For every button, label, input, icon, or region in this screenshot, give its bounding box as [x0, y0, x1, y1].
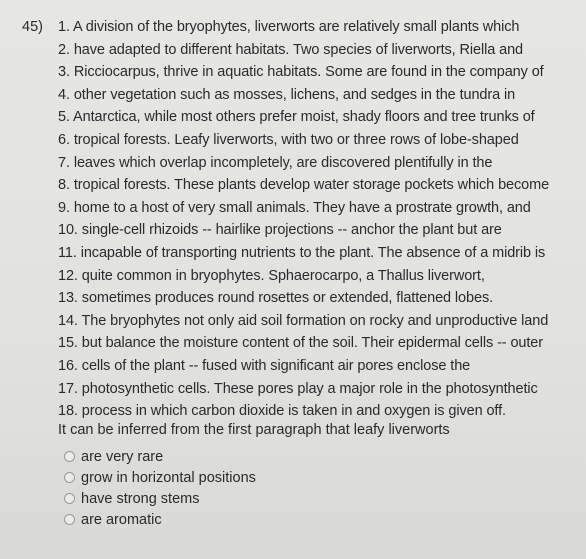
answer-option[interactable]: [64, 467, 256, 488]
line-number: 2.: [58, 41, 70, 58]
option-label: have strong stems: [81, 490, 200, 507]
line-text: have adapted to different habitats. Two species of liverworts, Riella and: [73, 41, 524, 58]
answer-options: [64, 446, 256, 530]
line-text: Ricciocarpus, thrive in aquatic habitats. Some are found in the company of: [73, 64, 544, 81]
line-number: 5.: [58, 109, 70, 126]
question-number: 45): [22, 19, 43, 35]
line-number: 6.: [58, 131, 70, 148]
passage-line: [58, 16, 580, 39]
line-text: The bryophytes not only aid soil formation on rocky and unproductive land: [81, 312, 549, 329]
passage-line: [58, 152, 580, 175]
line-text: but balance the moisture content of the soil. Their epidermal cells -- outer: [81, 335, 544, 352]
line-number: 8.: [58, 177, 70, 194]
line-number: 3.: [58, 64, 70, 81]
line-number: 13.: [58, 290, 78, 307]
radio-button-icon[interactable]: [64, 472, 75, 483]
radio-button-icon[interactable]: [64, 493, 75, 504]
line-number: 9.: [58, 199, 70, 216]
answer-option[interactable]: [64, 509, 256, 530]
line-number: 11.: [58, 244, 77, 261]
passage-line: [58, 310, 580, 333]
option-label: are aromatic: [81, 511, 162, 528]
passage-line: [58, 332, 580, 355]
passage-line: [58, 197, 580, 220]
line-text: sometimes produces round rosettes or extended, flattened lobes.: [81, 290, 494, 307]
line-text: incapable of transporting nutrients to the plant. The absence of a midrib is: [80, 244, 546, 261]
answer-option[interactable]: [64, 488, 256, 509]
line-number: 15.: [58, 335, 78, 352]
line-text: other vegetation such as mosses, lichens, and sedges in the tundra in: [73, 86, 516, 103]
line-text: single-cell rhizoids -- hairlike projections -- anchor the plant but are: [81, 222, 502, 239]
passage-line: [58, 84, 580, 107]
line-text: tropical forests. These plants develop water storage pockets which become: [73, 177, 550, 194]
passage-line: [58, 355, 580, 378]
line-number: 7.: [58, 154, 70, 171]
option-label: are very rare: [81, 448, 164, 465]
line-number: 18.: [58, 403, 78, 420]
question-prompt: It can be inferred from the first paragraph that leafy liverworts: [58, 422, 450, 438]
option-label: grow in horizontal positions: [81, 469, 256, 486]
passage-line: [58, 39, 580, 62]
line-text: process in which carbon dioxide is taken in and oxygen is given off.: [81, 403, 506, 420]
passage-line: [58, 106, 580, 129]
line-text: A division of the bryophytes, liverworts are relatively small plants which: [73, 19, 520, 35]
line-number: 10.: [58, 222, 78, 239]
line-number: 14.: [58, 312, 78, 329]
passage-line: [58, 174, 580, 197]
line-text: leaves which overlap incompletely, are discovered plentifully in the: [73, 154, 493, 171]
line-text: cells of the plant -- fused with significant air pores enclose the: [81, 357, 471, 374]
answer-option[interactable]: [64, 446, 256, 467]
line-number: 17.: [58, 380, 78, 397]
reading-passage: [58, 16, 580, 423]
radio-button-icon[interactable]: [64, 514, 75, 525]
radio-button-icon[interactable]: [64, 451, 75, 462]
passage-line: [58, 219, 580, 242]
line-text: Antarctica, while most others prefer moist, shady floors and tree trunks of: [73, 109, 535, 126]
passage-line: [58, 129, 580, 152]
line-number: 1.: [58, 19, 70, 35]
line-number: 4.: [58, 86, 70, 103]
passage-line: [58, 61, 580, 84]
line-number: 12.: [58, 267, 78, 284]
line-text: quite common in bryophytes. Sphaerocarpo, a Thallus liverwort,: [81, 267, 485, 284]
line-number: 16.: [58, 357, 78, 374]
passage-line: [58, 287, 580, 310]
line-text: home to a host of very small animals. They have a prostrate growth, and: [73, 199, 531, 216]
line-text: photosynthetic cells. These pores play a major role in the photosynthetic: [81, 380, 538, 397]
passage-line: [58, 378, 580, 401]
passage-line: [58, 242, 580, 265]
line-text: tropical forests. Leafy liverworts, with two or three rows of lobe-shaped: [73, 131, 519, 148]
passage-line: [58, 265, 580, 288]
